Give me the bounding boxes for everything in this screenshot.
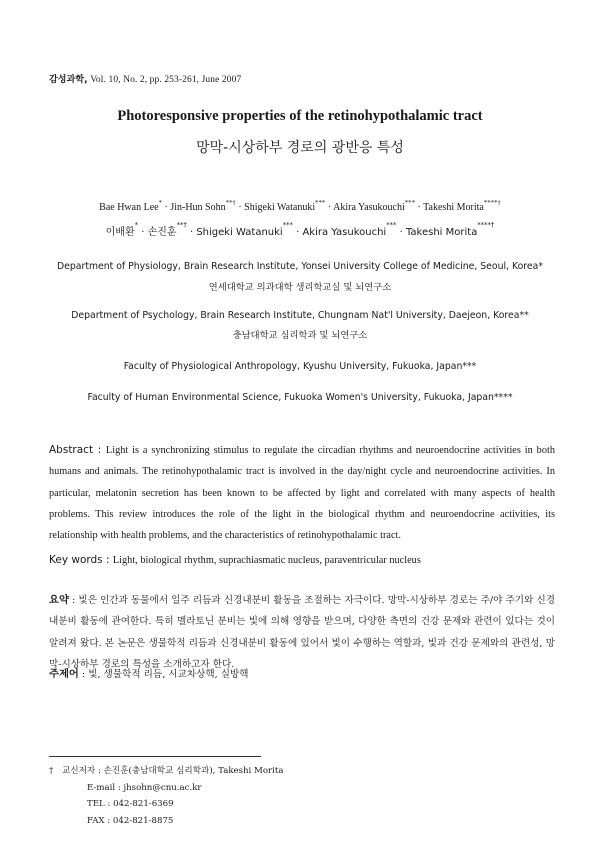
- abstract-text: Light is a synchronizing stimulus to regulate the circadian rhythms and neuroendocrine activities in both humans and animals. The retinohypothalamic tract is involved in the day/night cycle and neuroendocrine activities. In particular, melatonin secretion has been known to be affected by light and correlated with many aspects of health problems. This review introduces the role of the light in the biological rhythm and neuroendocrine activities, its relationship with health problems, and the characteristics of retinohypothalamic tract.: [49, 445, 555, 542]
- corresponding-author: 손진훈(충남대학교 심리학과), Takeshi Morita: [103, 766, 284, 776]
- author-mark: ***: [404, 200, 415, 207]
- affiliation-1-english: Department of Physiology, Brain Research Institute, Yonsei University College of Medicine, Seoul, Korea*: [57, 261, 543, 272]
- footnote: † 교신저자 : 손진훈(충남대학교 심리학과), Takeshi Morita E-mail : jhsohn@cnu.ac.kr TEL : 042-821-6369 FAX : 042-821-8875: [49, 766, 284, 826]
- affiliation-3-english: Faculty of Physiological Anthropology, Kyushu University, Fukuoka, Japan***: [123, 361, 477, 372]
- author-name: Jin-Hun Sohn: [170, 202, 226, 213]
- authors-english: [0, 202, 600, 213]
- author-name: Takeshi Morita: [405, 227, 478, 238]
- author-name: 손진훈: [147, 227, 177, 238]
- author-separator: ·: [235, 202, 245, 213]
- affiliation-2-english: Department of Psychology, Brain Research Institute, Chungnam Nat'l University, Daejeon, Korea**: [71, 310, 529, 321]
- abstract-label: Abstract: [49, 444, 94, 456]
- keywords: Key words : Light, biological rhythm, suprachiasmatic nucleus, paraventricular nucleus: [49, 554, 421, 566]
- journal-citation: [49, 72, 241, 85]
- affiliation-2-korean: 충남대학교 심리학과 및 뇌연구소: [232, 330, 368, 341]
- journal-name: 감성과학,: [49, 75, 88, 85]
- email-value: jhsohn@cnu.ac.kr: [123, 782, 202, 793]
- korean-abstract-text: 빛은 인간과 동물에서 일주 리듬과 신경내분비 활동을 조절하는 자극이다. 망막-시상하부 경로는 주/야 주기와 신경내분비 활동에 관여한다. 특히 멜라토닌 분비는 빛에 의해 영향을 받으며, 다양한 측면의 건강 문제와 관련이 있다는 것이 알려져 왔다. 본 논문은 생물학적 리듬과 신경내분비 활동에 있어서 빛이 수행하는 역할과, 빛과 건강 문제와의 관련성, 망막-시상하부 경로의 특성을 소개하고자 한다.: [49, 595, 555, 670]
- authors-korean: [0, 223, 600, 238]
- email-label: E-mail: [87, 782, 116, 793]
- abstract: Abstract : Light is a synchronizing stimulus to regulate the circadian rhythms and neuroendocrine activities in both humans and animals. The retinohypothalamic tract is involved in the day/night cycle and neuroendocrine activities. In particular, melatonin secretion has been known to be affected by light and correlated with many aspects of health problems. This review introduces the role of the light in the biological rhythm and neuroendocrine activities, its relationship with health problems, and the characteristics of retinohypothalamic tract.: [49, 444, 555, 542]
- korean-keywords-label: 주제어: [49, 668, 79, 680]
- tel-value: 042-821-6369: [113, 799, 174, 809]
- fax-label: FAX: [87, 815, 105, 826]
- author-mark: *: [134, 221, 139, 229]
- author-mark: ***: [315, 200, 326, 207]
- author-name: Akira Yasukouchi: [302, 227, 387, 238]
- korean-keywords-text: 빛, 생물학적 리듬, 시교차상핵, 실방핵: [88, 669, 249, 680]
- author-name: Shigeki Watanuki: [196, 227, 283, 238]
- author-mark: ***: [386, 221, 397, 229]
- footnote-mark: †: [49, 766, 54, 776]
- korean-abstract-label: 요약: [49, 594, 69, 606]
- author-name: Akira Yasukouchi: [333, 202, 405, 213]
- author-name: Bae Hwan Lee: [99, 202, 159, 213]
- title-english: Photoresponsive properties of the retinohypothalamic tract: [117, 108, 483, 124]
- author-name: Takeshi Morita: [423, 202, 484, 213]
- affiliation-4-english: Faculty of Human Environmental Science, Fukuoka Women's University, Fukuoka, Japan****: [87, 392, 513, 403]
- author-mark: **†: [225, 200, 236, 207]
- author-mark: ****†: [477, 221, 495, 229]
- tel-label: TEL: [87, 799, 105, 809]
- author-separator: ·: [186, 227, 197, 238]
- author-mark: **†: [176, 221, 187, 229]
- journal-volume-info: Vol. 10, No. 2, pp. 253-261, June 2007: [90, 75, 242, 85]
- fax-value: 042-821-8875: [112, 815, 174, 826]
- author-separator: ·: [414, 202, 424, 213]
- title-korean: 망막-시상하부 경로의 광반응 특성: [196, 140, 404, 156]
- keywords-label: Key words: [49, 554, 103, 566]
- korean-abstract: 요약 : 빛은 인간과 동물에서 일주 리듬과 신경내분비 활동을 조절하는 자극이다. 망막-시상하부 경로는 주/야 주기와 신경내분비 활동에 관여한다. 특히 멜라토닌 분비는 빛에 의해 영향을 받으며, 다양한 측면의 건강 문제와 관련이 있다는 것이 알려져 왔다. 본 논문은 생물학적 리듬과 신경내분비 활동에 있어서 빛이 수행하는 역할과, 빛과 건강 문제와의 관련성, 망막-시상하부 경로의 특성을 소개하고자 한다.: [49, 594, 555, 670]
- author-name: 이배환: [105, 227, 135, 238]
- corresponding-label: 교신저자: [62, 766, 96, 776]
- author-mark: ***: [282, 221, 293, 229]
- author-separator: ·: [396, 227, 406, 238]
- author-separator: ·: [161, 202, 171, 213]
- author-separator: ·: [292, 227, 303, 238]
- author-name: Shigeki Watanuki: [244, 202, 316, 213]
- korean-keywords: 주제어 : 빛, 생물학적 리듬, 시교차상핵, 실방핵: [49, 668, 249, 680]
- author-separator: ·: [325, 202, 334, 213]
- footnote-divider: [49, 756, 261, 757]
- keywords-text: Light, biological rhythm, suprachiasmatic nucleus, paraventricular nucleus: [112, 555, 421, 566]
- affiliation-1-korean: 연세대학교 의과대학 생리학교실 및 뇌연구소: [208, 282, 392, 293]
- author-mark: ****†: [483, 200, 501, 207]
- author-mark: *: [158, 200, 162, 207]
- author-separator: ·: [138, 227, 148, 238]
